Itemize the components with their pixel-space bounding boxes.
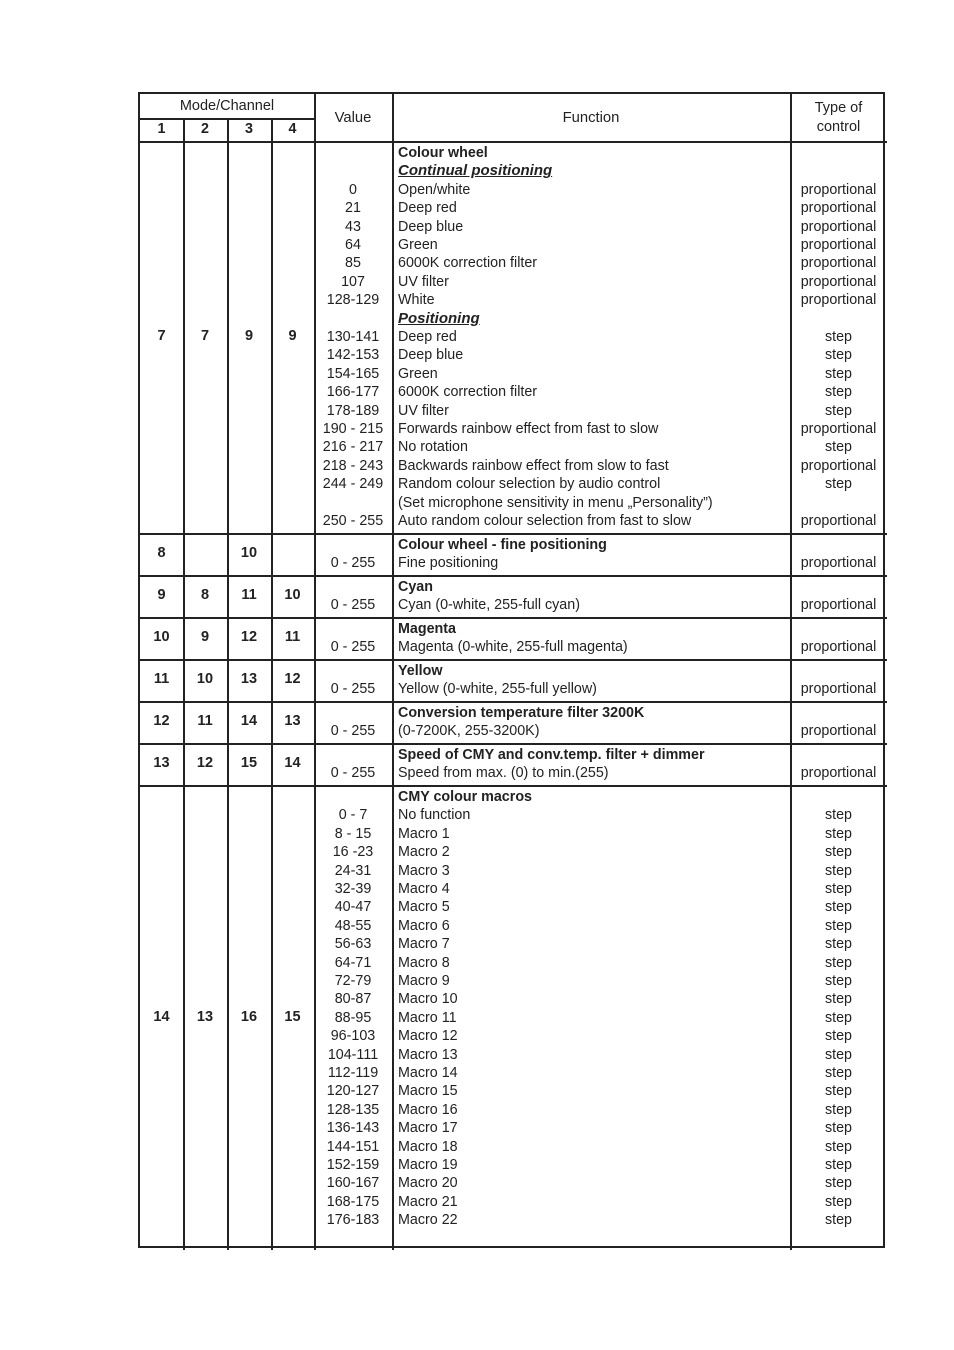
function-text: Macro 15 [398,1083,458,1100]
channel-number: 14 [284,755,301,771]
channel-number: 16 [240,1008,258,1025]
control-type: proportional [800,512,877,529]
channel-number: 10 [240,545,258,561]
channel-number: 10 [196,671,214,687]
value-cell: 166-177 [326,384,380,401]
control-type: step [824,1083,853,1100]
control-type: step [824,1009,853,1026]
value-cell: 80-87 [334,991,372,1008]
function-text: Green [398,365,438,382]
value-cell: 43 [345,218,361,235]
control-type: step [824,1028,853,1045]
function-text: Cyan (0-white, 255-full cyan) [398,597,580,614]
control-type: step [824,862,853,879]
control-type: step [824,1193,853,1210]
control-type: proportional [800,457,877,474]
value-cell: 0 - 255 [330,597,376,614]
control-type: proportional [800,181,877,198]
channel-number: 10 [153,629,170,645]
function-text: Open/white [398,181,471,198]
grid-line [140,533,887,535]
function-text: Macro 3 [398,862,450,879]
value-cell: 24-31 [334,862,372,879]
value-cell: 72-79 [334,973,372,989]
function-text: (0-7200K, 255-3200K) [398,723,540,740]
function-text: No rotation [398,439,468,456]
value-cell: 142-153 [326,347,380,364]
value-cell: 0 [349,181,357,198]
value-cell: 216 - 217 [322,439,384,456]
control-type: proportional [800,237,877,253]
function-text: Macro 8 [398,954,450,971]
header-type-of: Type of [814,100,863,116]
function-text: Macro 7 [398,936,450,953]
function-text: 6000K correction filter [398,255,538,272]
control-type: step [824,807,853,824]
function-text: Macro 10 [398,991,458,1008]
control-type: step [824,1065,853,1081]
value-cell: 64-71 [334,954,372,971]
channel-number: 7 [157,328,166,344]
value-cell: 48-55 [334,917,372,934]
section-title: Magenta [398,621,456,637]
control-type: step [824,1212,853,1229]
control-type: proportional [800,292,877,309]
grid-line [140,617,887,619]
control-type: proportional [800,765,877,782]
control-type: step [824,1101,853,1118]
function-text: Macro 19 [398,1157,458,1173]
control-type: step [824,365,853,382]
function-text: Macro 14 [398,1065,458,1081]
function-text: Speed from max. (0) to min.(255) [398,765,609,782]
control-type: step [824,991,853,1008]
section-title: Speed of CMY and conv.temp. filter + dimmer [398,747,705,763]
header-control: control [816,119,861,135]
channel-number: 14 [153,1008,170,1025]
function-text: Macro 18 [398,1138,458,1155]
channel-number: 8 [157,545,166,561]
channel-number: 13 [240,671,258,687]
channel-number: 13 [196,1008,214,1025]
value-cell: 250 - 255 [322,512,384,529]
subheading: Continual positioning [398,162,553,180]
channel-number: 14 [240,713,258,729]
channel-number: 7 [200,328,210,344]
section-title: Yellow [398,663,443,679]
function-text: Macro 21 [398,1193,458,1210]
header-mode-2: 2 [201,121,209,137]
function-text: Macro 11 [398,1009,457,1026]
control-type: step [824,1120,853,1137]
value-cell: 136-143 [326,1120,380,1137]
control-type: step [824,825,853,842]
channel-number: 9 [288,328,297,344]
function-text: Macro 22 [398,1212,458,1229]
value-cell: 0 - 7 [338,807,368,824]
function-text: Deep red [398,200,457,217]
value-cell: 32-39 [334,881,372,897]
function-text: Backwards rainbow effect from slow to fast [398,457,669,474]
grid-line [140,785,887,787]
value-cell: 16 -23 [332,844,374,861]
control-type: step [824,881,853,897]
control-type: step [824,1157,853,1173]
value-cell: 168-175 [326,1193,380,1210]
function-text: Fine positioning [398,555,499,572]
header-function: Function [562,110,620,126]
control-type: step [824,329,853,345]
control-type: proportional [800,597,877,614]
value-cell: 176-183 [326,1212,380,1229]
value-cell: 112-119 [327,1065,379,1081]
channel-number: 15 [284,1008,301,1025]
function-text: Deep blue [398,347,464,364]
channel-number: 12 [196,755,214,771]
channel-number: 12 [240,629,258,645]
value-cell: 218 - 243 [322,457,384,474]
value-cell: 88-95 [334,1009,372,1026]
function-text: Auto random colour selection from fast to slow [398,512,692,529]
control-type: proportional [800,681,877,698]
function-text: Macro 17 [398,1120,458,1137]
function-text: Magenta (0-white, 255-full magenta) [398,639,628,656]
function-text: No function [398,807,471,824]
header-mode-1: 1 [157,121,166,137]
channel-number: 9 [157,587,166,603]
control-type: step [824,917,853,934]
function-text: Green [398,237,438,253]
value-cell: 0 - 255 [330,555,376,572]
section-title: Cyan [398,579,433,595]
channel-number: 11 [241,587,257,603]
function-text: Macro 6 [398,917,450,934]
value-cell: 0 - 255 [330,639,376,656]
subheading: Positioning [398,309,480,327]
value-cell: 178-189 [326,402,380,419]
dmx-channel-table [138,92,885,1248]
control-type: proportional [800,555,877,572]
value-cell: 40-47 [334,899,372,916]
value-cell: 120-127 [326,1083,380,1100]
function-text: Macro 13 [398,1046,458,1063]
grid-line [392,94,394,1250]
control-type: proportional [800,218,877,235]
channel-number: 11 [153,671,170,687]
header-mode-3: 3 [245,121,253,137]
section-title: CMY colour macros [398,789,533,805]
function-text: Macro 5 [398,899,450,916]
value-cell: 152-159 [326,1157,380,1173]
function-text: Macro 9 [398,973,450,989]
header-mode-4: 4 [288,121,297,137]
section-title: Colour wheel - fine positioning [398,537,607,553]
channel-number: 11 [284,629,301,645]
control-type: proportional [800,255,877,272]
grid-line [140,575,887,577]
function-text: Macro 20 [398,1175,458,1192]
value-cell: 130-141 [326,329,380,345]
value-cell: 21 [345,200,361,217]
function-text: Yellow (0-white, 255-full yellow) [398,681,597,698]
control-type: proportional [800,200,877,217]
function-text: Macro 12 [398,1028,458,1045]
function-text: Deep red [398,329,457,345]
control-type: step [824,1175,853,1192]
function-text: Macro 16 [398,1101,458,1118]
channel-number: 10 [284,587,301,603]
value-cell: 85 [345,255,361,272]
section-title: Conversion temperature filter 3200K [398,705,645,721]
header-value: Value [334,110,372,126]
channel-number: 8 [200,587,210,603]
function-text: Deep blue [398,218,464,235]
control-type: step [824,1046,853,1063]
value-cell: 0 - 255 [330,765,376,782]
value-cell: 0 - 255 [330,681,376,698]
value-cell: 96-103 [330,1028,376,1045]
function-text: UV filter [398,402,449,419]
function-text: Random colour selection by audio control [398,476,661,493]
value-cell: 128-135 [326,1101,380,1118]
control-type: step [824,954,853,971]
value-cell: 144-151 [326,1138,380,1155]
control-type: proportional [800,273,877,290]
channel-number: 12 [153,713,170,729]
value-cell: 64 [345,237,361,253]
control-type: step [824,899,853,916]
function-text: (Set microphone sensitivity in menu „Personality”) [398,494,713,511]
grid-line [140,701,887,703]
grid-line [140,743,887,745]
control-type: step [824,402,853,419]
grid-line [140,659,887,661]
value-cell: 104-111 [327,1046,379,1063]
control-type: step [824,844,853,861]
control-type: proportional [800,723,877,740]
channel-number: 13 [284,713,301,729]
function-text: 6000K correction filter [398,384,538,401]
control-type: step [824,1138,853,1155]
value-cell: 190 - 215 [322,421,384,437]
value-cell: 107 [341,273,365,290]
control-type: step [824,973,853,989]
control-type: proportional [800,639,877,656]
function-text: Macro 1 [398,825,450,842]
channel-number: 15 [240,755,258,771]
function-text: Macro 4 [398,881,450,897]
channel-number: 9 [200,629,210,645]
header-mode-channel: Mode/Channel [179,98,275,114]
channel-number: 12 [284,671,301,687]
channel-number: 13 [153,755,170,771]
function-text: White [398,292,435,309]
grid-line [140,141,887,143]
function-text: Macro 2 [398,844,450,861]
control-type: step [824,384,853,401]
value-cell: 154-165 [326,365,380,382]
control-type: step [824,347,853,364]
control-type: proportional [800,421,877,437]
value-cell: 128-129 [326,292,380,309]
control-type: step [824,476,853,493]
function-text: Forwards rainbow effect from fast to slow [398,421,659,437]
value-cell: 160-167 [326,1175,380,1192]
channel-number: 9 [244,328,254,344]
control-type: step [824,936,853,953]
value-cell: 56-63 [334,936,372,953]
function-text: UV filter [398,273,449,290]
section-title: Colour wheel [398,145,488,161]
value-cell: 8 - 15 [334,825,372,842]
value-cell: 0 - 255 [330,723,376,740]
channel-number: 11 [197,713,213,729]
control-type: step [824,439,853,456]
value-cell: 244 - 249 [322,476,384,493]
